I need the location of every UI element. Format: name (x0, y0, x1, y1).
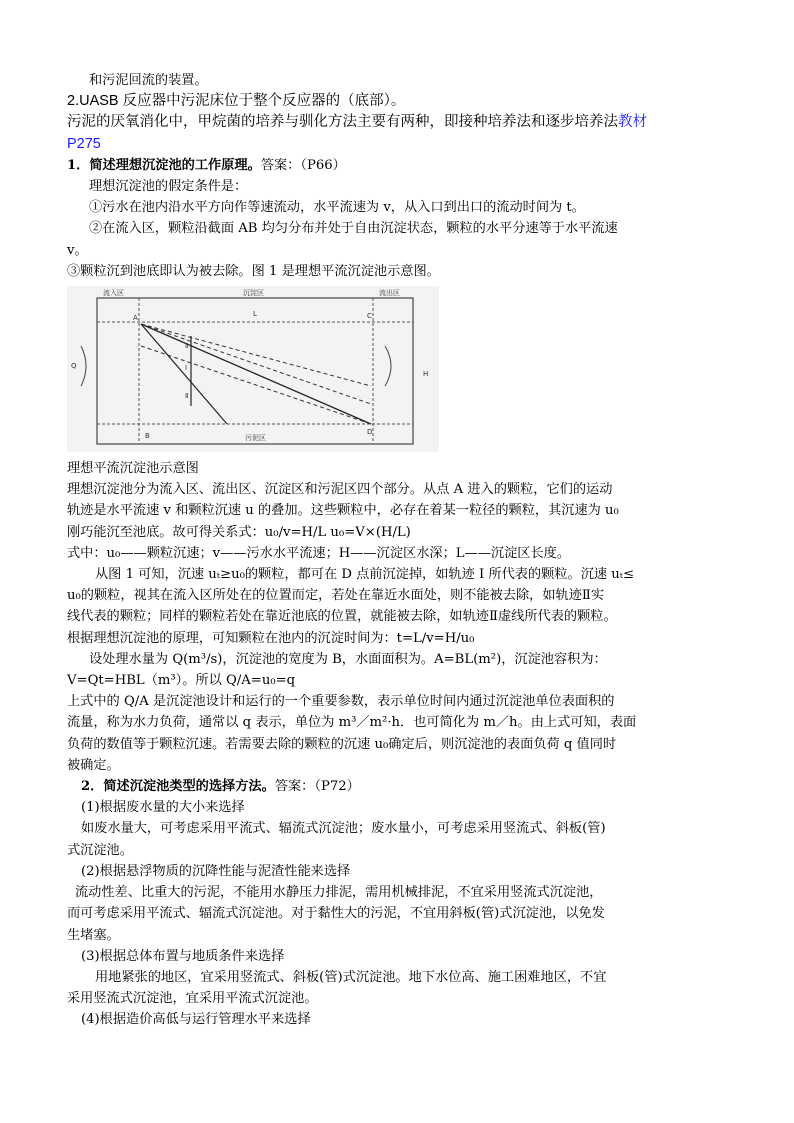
text-line: 流量，称为水力负荷，通常以 q 表示，单位为 m³／m²·h．也可简化为 m／h。由上式可知，表面 (67, 715, 637, 731)
text-line: 采用竖流式沉淀池，宜采用平流式沉淀池。 (67, 991, 318, 1007)
sedimentation-tank-figure (67, 286, 439, 452)
text-line: v。 (67, 242, 88, 258)
figure-drawing (67, 286, 439, 452)
figure-label: L (253, 310, 257, 319)
question-1-heading: 1．简述理想沉淀池的工作原理。答案：（P66） (67, 157, 346, 173)
text-line: 从图 1 可知，沉速 uₜ≥u₀的颗粒，都可在 D 点前沉淀掉，如轨迹 I 所代表的颗粒。沉速 uₜ≤ (95, 567, 635, 583)
text-line: 用地紧张的地区，宜采用竖流式、斜板(管)式沉淀池。地下水位高、施工困难地区，不宜 (95, 969, 607, 985)
figure-caption: 理想平流沉淀池示意图 (67, 461, 199, 477)
figure-label: B (145, 432, 150, 441)
text-line: V=Qt=HBL（m³）。所以 Q/A=u₀=q (67, 673, 296, 689)
text-line: ①污水在池内沿水平方向作等速流动，水平流速为 v，从入口到出口的流动时间为 t。 (89, 200, 585, 216)
text-line: 理想沉淀池分为流入区、流出区、沉淀区和污泥区四个部分。从点 A 进入的颗粒，它们的运动 (67, 482, 613, 498)
text-line: (1)根据废水量的大小来选择 (81, 800, 245, 816)
text-line: 设处理水量为 Q(m³/s)，沉淀池的宽度为 B，水面面积为。A=BL(m²)，沉淀池容积为： (89, 651, 607, 667)
text-line: 如废水量大，可考虑采用平流式、辐流式沉淀池；废水量小，可考虑采用竖流式、斜板(管) (81, 821, 606, 837)
text-line: ③颗粒沉到池底即认为被去除。图 1 是理想平流沉淀池示意图。 (67, 263, 440, 279)
text-line: 负荷的数值等于颗粒沉速。若需要去除的颗粒的沉速 u₀确定后，则沉淀池的表面负荷 q 值同时 (67, 736, 617, 752)
text-line: 上式中的 Q/A 是沉淀池设计和运行的一个重要参数，表示单位时间内通过沉淀池单位表面积的 (67, 694, 615, 710)
figure-label: 沉淀区 (243, 289, 264, 298)
text-line: 根据理想沉淀池的原理，可知颗粒在池内的沉淀时间为：t=L/v=H/u₀ (67, 630, 475, 646)
page-reference-link[interactable]: P275 (67, 135, 101, 152)
text-line: 式中：u₀——颗粒沉速；v——污水水平流速；H——沉淀区水深；L——沉淀区长度。 (67, 545, 571, 561)
text-line: 污泥的厌氧消化中，甲烷菌的培养与驯化方法主要有两种，即接种培养法和逐步培养法教材 (67, 114, 647, 131)
figure-label: H (423, 370, 429, 379)
figure-label: Ⅱ (185, 342, 189, 351)
figure-label: 流出区 (379, 289, 400, 298)
text-line: 生堵塞。 (67, 927, 120, 943)
text-line: (4)根据造价高低与运行管理水平来选择 (81, 1012, 311, 1028)
figure-label: D (367, 428, 373, 437)
text-line: 理想沉淀池的假定条件是： (89, 179, 248, 195)
text-line: 而可考虑采用平流式、辐流式沉淀池。对于黏性大的污泥，不宜用斜板(管)式沉淀池，以免发 (67, 906, 605, 922)
document-page (67, 70, 735, 1031)
text-line: (3)根据总体布置与地质条件来选择 (81, 948, 285, 964)
figure-label: 流入区 (103, 289, 124, 298)
text-line: (2)根据悬浮物质的沉降性能与泥渣性能来选择 (81, 863, 351, 879)
textbook-link[interactable]: 教材 (618, 114, 647, 131)
text-line: 轨迹是水平流速 v 和颗粒沉速 u 的叠加。这些颗粒中，必存在着某一粒径的颗粒，其沉速为 u₀ (67, 503, 619, 519)
figure-label: A (133, 314, 138, 323)
figure-label: Q (71, 362, 77, 371)
text-line: 被确定。 (67, 757, 120, 773)
text-line: 和污泥回流的装置。 (89, 73, 208, 88)
text-line: 刚巧能沉至池底。故可得关系式：u₀/v=H/L u₀=V×(H/L) (67, 524, 411, 540)
text-line: 线代表的颗粒；同样的颗粒若处在靠近池底的位置，就能被去除，如轨迹Ⅱ虚线所代表的颗粒。 (67, 609, 617, 625)
figure-label: I (185, 364, 188, 373)
text-line: 式沉淀池。 (67, 842, 133, 858)
text-line: 2.UASB 反应器中污泥床位于整个反应器的（底部）。 (67, 93, 406, 110)
text-line: ②在流入区，颗粒沿截面 AB 均匀分布并处于自由沉淀状态，颗粒的水平分速等于水平流速 (89, 221, 618, 237)
figure-label: Ⅱ (185, 392, 189, 401)
text-line: u₀的颗粒，视其在流入区所处在的位置而定，若处在靠近水面处，则不能被去除，如轨迹Ⅱ实 (67, 588, 605, 604)
figure-label: C (367, 312, 372, 321)
text-line: 流动性差、比重大的污泥，不能用水静压力排泥，需用机械排泥，不宜采用竖流式沉淀池， (75, 885, 603, 901)
question-2-heading: 2．简述沉淀池类型的选择方法。答案：（P72） (81, 779, 360, 795)
figure-label: 污泥区 (245, 434, 266, 443)
